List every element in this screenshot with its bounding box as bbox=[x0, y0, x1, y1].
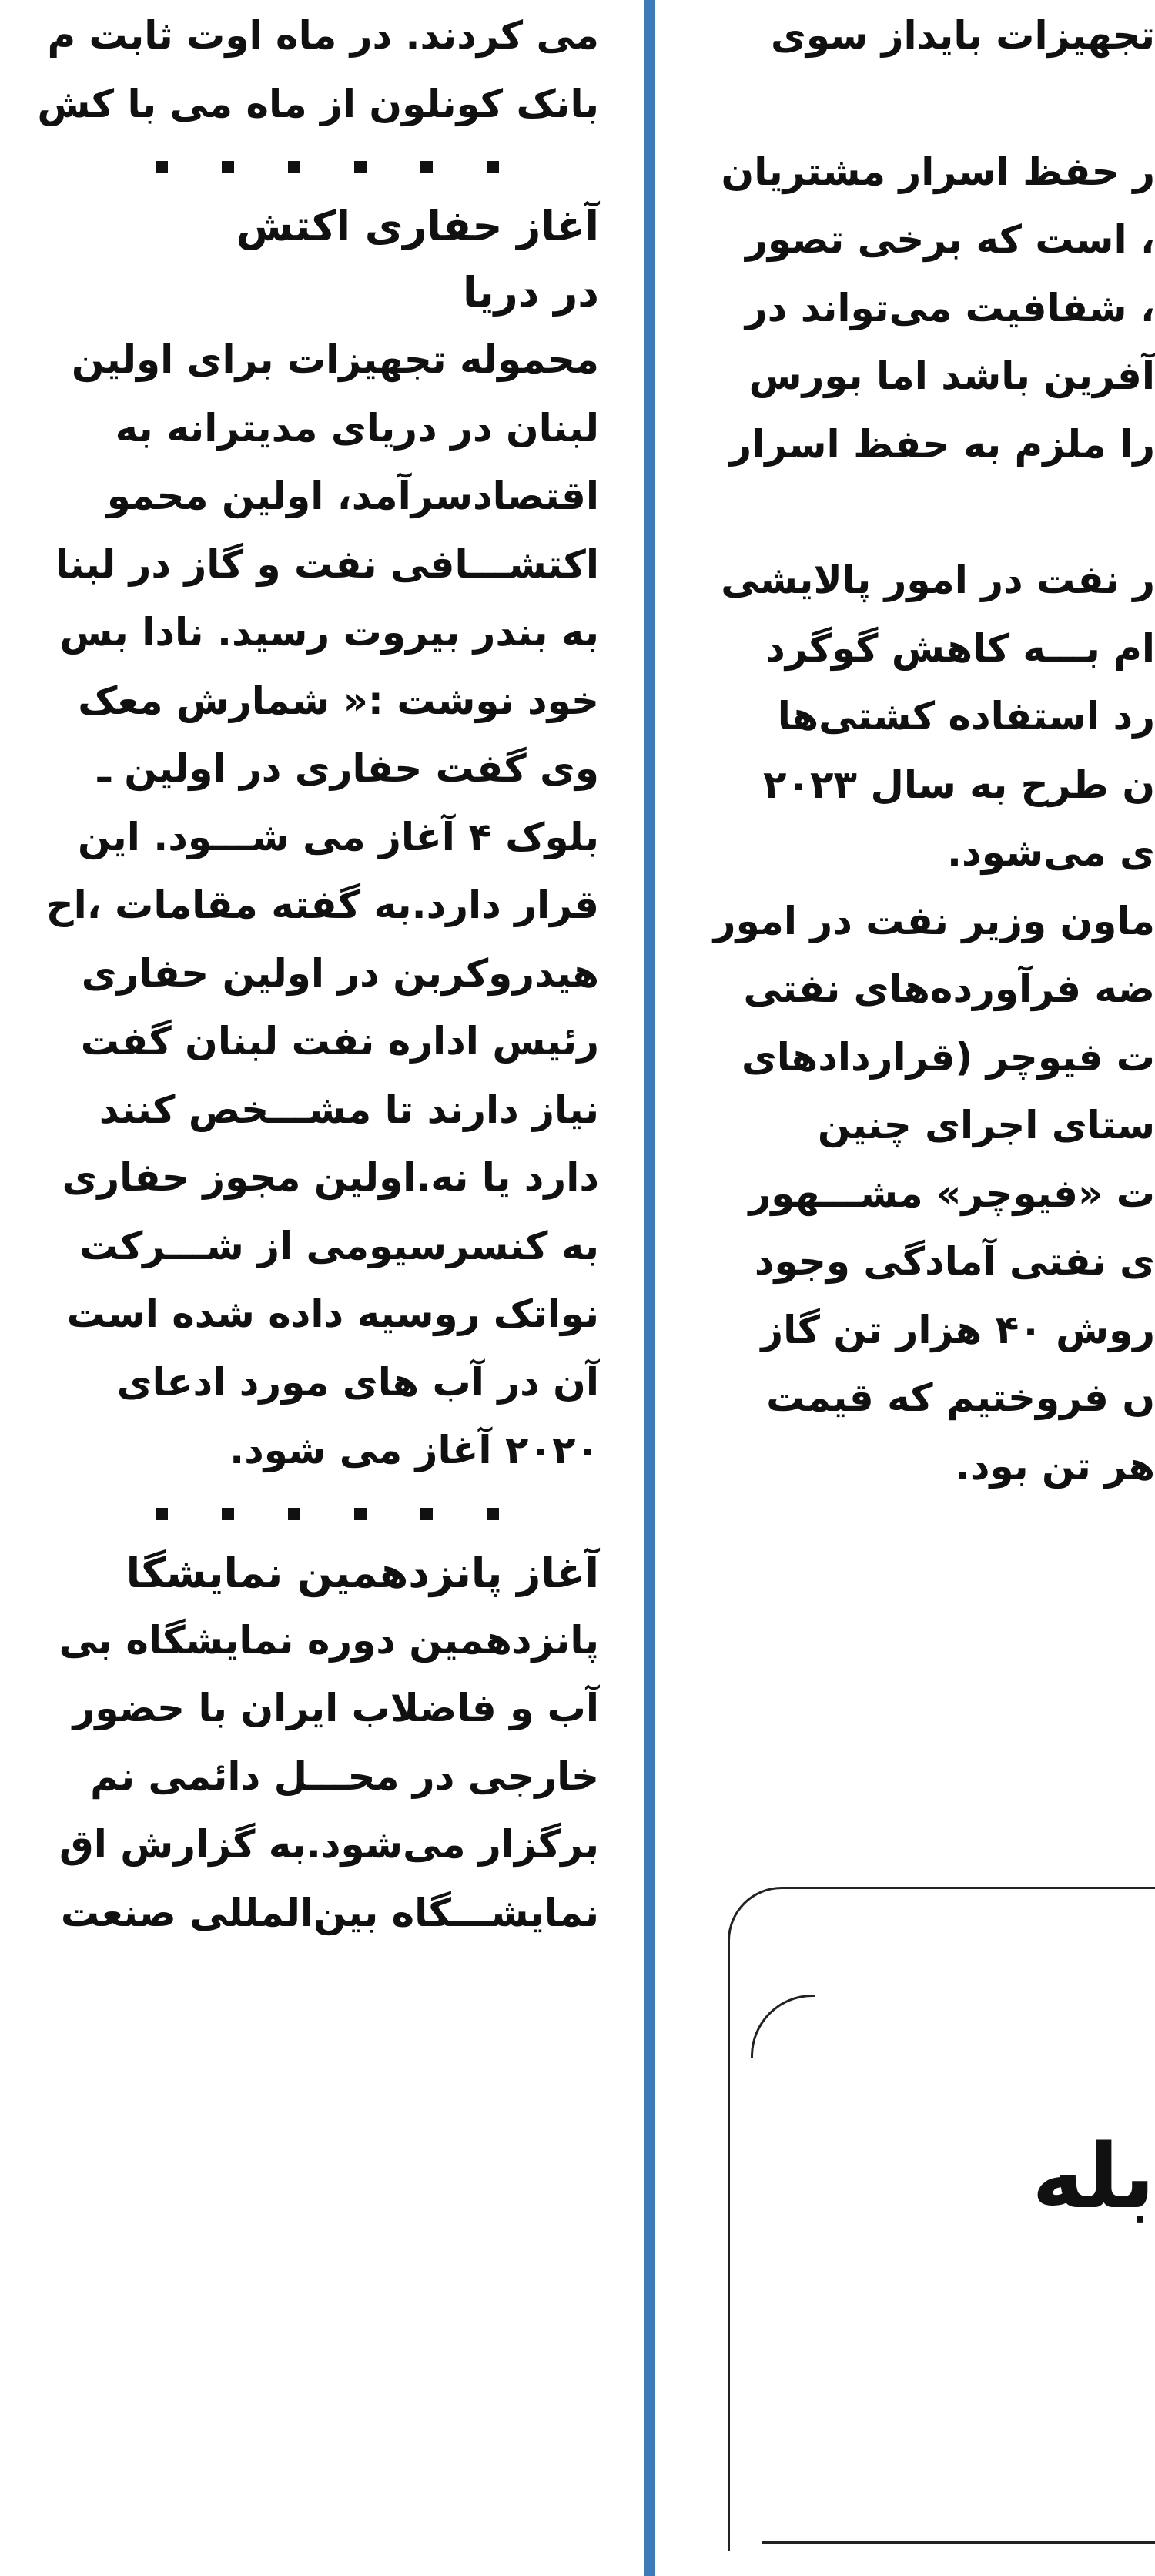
text-line: بانک کونلون از ماه می با کش bbox=[37, 81, 599, 126]
text-line: می کردند. در ماه اوت ثابت م bbox=[47, 13, 599, 58]
text-line: آب و فاضلاب ایران با حضور bbox=[72, 1686, 599, 1730]
text-line: هیدروکربن در اولین حفاری bbox=[81, 950, 599, 996]
text-line: آن در آب های مورد ادعای bbox=[116, 1359, 599, 1405]
text-line: ، شفافیت می‌تواند در bbox=[745, 285, 1155, 330]
text-line: ت «فیوچر» مشـــهور bbox=[748, 1171, 1155, 1216]
text-line: محموله تجهیزات برای اولین bbox=[71, 337, 599, 382]
article-headline: آغاز حفاری اکتش bbox=[236, 202, 599, 250]
text-line: بلوک ۴ آغاز می شـــود. این bbox=[77, 814, 599, 859]
dot bbox=[354, 161, 367, 173]
text-line: نواتک روسیه داده شده است bbox=[66, 1291, 599, 1336]
dot bbox=[354, 1508, 367, 1520]
article-body bbox=[0, 326, 599, 1485]
article-body bbox=[0, 1606, 599, 1948]
text-line: ستای اجرای چنین bbox=[817, 1103, 1155, 1147]
text-line: ر حفظ اسرار مشتریان bbox=[721, 149, 1155, 194]
text-line: ی می‌شود. bbox=[947, 830, 1155, 875]
dot bbox=[222, 161, 234, 173]
dot bbox=[420, 161, 433, 173]
paragraph bbox=[708, 546, 1155, 1500]
dot bbox=[420, 1508, 433, 1520]
text-line: ۲۰۲۰ آغاز می شود. bbox=[229, 1428, 599, 1472]
text-line: نمایشـــگاه بین‌المللی صنعت bbox=[60, 1890, 599, 1935]
article-1 bbox=[0, 193, 599, 1485]
dot bbox=[288, 1508, 300, 1520]
dot bbox=[156, 1508, 168, 1520]
text-line: قرار دارد.به گفته مقامات ،اح bbox=[45, 883, 599, 927]
text-line: ام بـــه کاهش گوگرد bbox=[765, 625, 1155, 671]
dot bbox=[222, 1508, 234, 1520]
text-line: لبنان در دریای مدیترانه به bbox=[115, 405, 599, 451]
text-line: وی گفت حفاری در اولین ـ bbox=[97, 746, 599, 791]
text-line: رد استفاده کشتی‌ها bbox=[777, 694, 1155, 739]
text-line: به بندر بیروت رسید. نادا بس bbox=[59, 610, 599, 655]
text-line: هر تن بود. bbox=[955, 1443, 1155, 1489]
article-headline: در دریا bbox=[463, 268, 599, 317]
article-headline: آغاز پانزدهمین نمایشگا bbox=[126, 1548, 599, 1597]
text-line: را ملزم به حفظ اسرار bbox=[729, 421, 1155, 467]
text-line: دارد یا نه.اولین مجوز حفاری bbox=[62, 1155, 599, 1200]
dot bbox=[156, 161, 168, 173]
paragraph bbox=[708, 138, 1155, 479]
text-line: ں فروختیم که قیمت bbox=[766, 1375, 1155, 1420]
text-line: ، است که برخی تصور bbox=[745, 217, 1155, 262]
text-line: رئیس اداره نفت لبنان گفت bbox=[80, 1019, 599, 1064]
text-line: اکتشـــافی نفت و گاز در لبنا bbox=[55, 541, 599, 587]
text-line: روش ۴۰ هزار تن گاز bbox=[761, 1307, 1155, 1352]
left-column bbox=[0, 0, 644, 1947]
text-line: پانزدهمین دوره نمایشگاه بی bbox=[59, 1617, 599, 1663]
separator-dots bbox=[0, 144, 599, 190]
ad-box-bottom-rule bbox=[762, 2541, 1155, 2544]
text-line: نیاز دارند تا مشـــخص کنند bbox=[99, 1087, 599, 1132]
text-line: خود نوشت :« شمارش معک bbox=[78, 678, 599, 723]
separator-dots bbox=[0, 1491, 599, 1537]
article-2 bbox=[0, 1540, 599, 1948]
text-line: به کنسرسیومی از شـــرکت bbox=[79, 1223, 599, 1268]
text-line: خارجی در محـــل دائمی نم bbox=[90, 1754, 599, 1799]
ad-box-title: بله bbox=[1032, 2125, 1155, 2229]
text-line: ت فیوچر (قراردادهای bbox=[741, 1034, 1155, 1080]
column-divider bbox=[644, 0, 654, 2576]
text-line: ضه فرآورده‌های نفتی bbox=[743, 966, 1155, 1011]
text-line: ر نفت در امور پالایشی bbox=[721, 558, 1155, 602]
text-line: آفرین باشد اما بورس bbox=[748, 353, 1155, 398]
dot bbox=[487, 161, 499, 173]
text-line: ن طرح به سال ۲۰۲۳ bbox=[762, 762, 1155, 807]
text-line: اقتصادسرآمد، اولین محمو bbox=[106, 474, 599, 518]
text-line: برگزار می‌شود.به گزارش اق bbox=[59, 1822, 599, 1867]
text-line: تجهیزات بایداز سوی bbox=[771, 13, 1155, 58]
text-line: ی نفتی آمادگی وجود bbox=[754, 1239, 1155, 1284]
right-column bbox=[654, 0, 1155, 1500]
dot bbox=[487, 1508, 499, 1520]
text-line: ماون وزیر نفت در امور bbox=[713, 898, 1155, 943]
dot bbox=[288, 161, 300, 173]
